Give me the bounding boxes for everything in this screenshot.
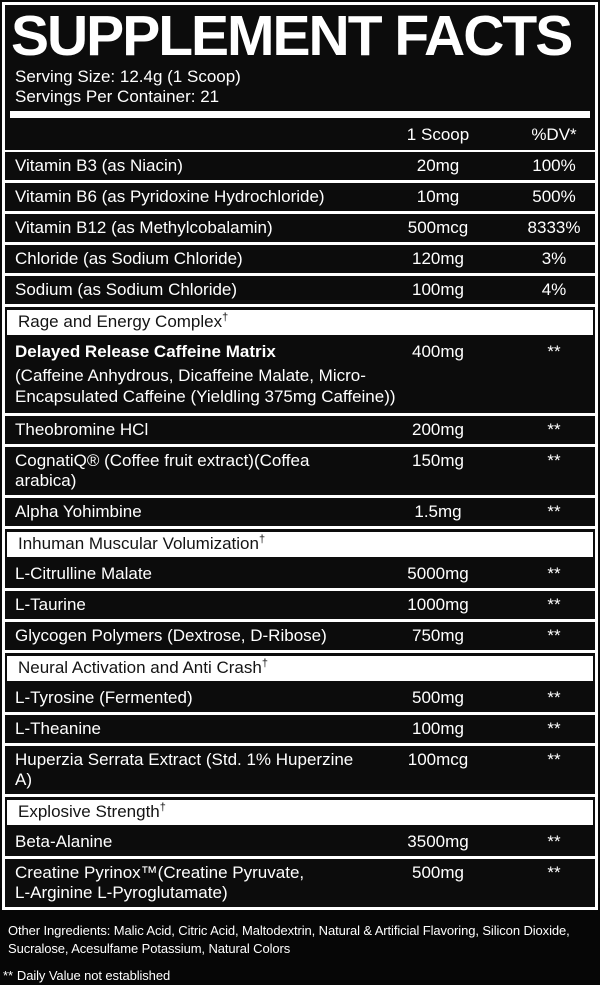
ingredient-dv: **: [547, 595, 561, 614]
ingredient-name: Huperzia Serrata Extract (Std. 1% Huperzine A): [15, 750, 354, 789]
table-row: [5, 447, 595, 498]
ingredient-name: Vitamin B12 (as Methylcobalamin): [15, 218, 273, 237]
other-ingredients: Other Ingredients: Malic Acid, Citric Acid, Maltodextrin, Natural & Artificial Flavoring, Silicon Dioxide, Sucralose, Acesulfame Potassium, Natural Colors: [8, 923, 570, 956]
section-banner: [7, 532, 593, 557]
section-banner-label: Neural Activation and Anti Crash: [18, 658, 262, 677]
serving-info: [5, 63, 595, 106]
ingredient-dv: **: [547, 420, 561, 439]
column-header-amount: 1 Scoop: [406, 125, 470, 144]
ingredient-amount: 100mg: [412, 719, 464, 738]
ingredient-name: L-Tyrosine (Fermented): [15, 688, 193, 707]
table-row: [5, 591, 595, 622]
ingredient-name: Delayed Release Caffeine Matrix: [15, 342, 276, 361]
ingredient-amount: 1.5mg: [414, 502, 462, 521]
ingredient-dv: 8333%: [527, 218, 581, 237]
ingredient-amount: 750mg: [412, 626, 464, 645]
ingredient-name-line: L-Arginine L-Pyroglutamate): [15, 883, 228, 902]
table-row: [5, 715, 595, 746]
ingredient-amount: 100mg: [412, 280, 464, 299]
ingredient-amount: 20mg: [416, 156, 460, 175]
column-header-spacer: [5, 119, 363, 150]
page-title: SUPPLEMENT FACTS: [11, 5, 572, 63]
table-row: [5, 152, 595, 183]
ingredient-subtext-line: Encapsulated Caffeine (Yieldling 375mg Caffeine)): [15, 386, 396, 406]
serving-size: Serving Size: 12.4g (1 Scoop): [15, 67, 241, 86]
table-row: [5, 338, 595, 416]
servings-per-container: Servings Per Container: 21: [15, 86, 220, 106]
section-banner: [7, 310, 593, 335]
ingredient-name: L-Theanine: [15, 719, 102, 738]
ingredient-dv: **: [547, 688, 561, 707]
ingredient-dv: **: [547, 863, 561, 882]
ingredient-name-line: Creatine Pyrinox™(Creatine Pyruvate,: [15, 863, 305, 882]
table-row: [5, 245, 595, 276]
ingredient-name: CognatiQ® (Coffee fruit extract)(Coffea arabica): [15, 451, 310, 490]
ingredient-name: Vitamin B3 (as Niacin): [15, 156, 183, 175]
table-row: [5, 276, 595, 307]
table-row: [5, 416, 595, 447]
ingredient-amount: 120mg: [412, 249, 464, 268]
ingredient-amount: 150mg: [412, 451, 464, 470]
column-header-dv: %DV*: [531, 125, 577, 144]
divider-bar: [10, 111, 590, 118]
ingredient-name: Sodium (as Sodium Chloride): [15, 280, 238, 299]
table-row: [5, 828, 595, 859]
section-banner-label: Inhuman Muscular Volumization: [18, 534, 259, 553]
ingredient-dv: 500%: [532, 187, 576, 206]
table-row: [5, 183, 595, 214]
ingredient-dv: **: [547, 451, 561, 470]
dagger-symbol: †: [261, 657, 268, 670]
ingredient-dv: 3%: [541, 249, 567, 268]
ingredient-amount: 100mcg: [407, 750, 469, 769]
ingredient-name: L-Taurine: [15, 595, 86, 614]
table-row: [5, 746, 595, 797]
ingredient-dv: **: [547, 564, 561, 583]
table-row: [5, 214, 595, 245]
ingredient-dv: 4%: [541, 280, 567, 299]
dv-note-text: Daily Value not established: [16, 968, 171, 983]
dagger-symbol: †: [222, 311, 229, 324]
ingredient-dv: **: [547, 719, 561, 738]
ingredient-dv: **: [547, 626, 561, 645]
section-banner: [7, 656, 593, 681]
ingredient-amount: 500mg: [412, 863, 464, 882]
ingredient-dv: **: [547, 832, 561, 851]
dv-note-symbol: **: [3, 968, 13, 983]
ingredient-name: Beta-Alanine: [15, 832, 113, 851]
table-row: [5, 622, 595, 653]
column-headers: [5, 119, 595, 152]
ingredient-name: Vitamin B6 (as Pyridoxine Hydrochloride): [15, 187, 325, 206]
section-banner-label: Rage and Energy Complex: [18, 312, 223, 331]
ingredient-amount: 3500mg: [407, 832, 469, 851]
footer: [0, 910, 600, 985]
ingredient-name: [5, 859, 363, 907]
dv-note: [3, 957, 594, 985]
facts-panel: [2, 2, 598, 910]
ingredient-amount: 1000mg: [407, 595, 469, 614]
table-row: [5, 498, 595, 529]
ingredient-dv: **: [547, 750, 561, 769]
ingredient-subtext-line: (Caffeine Anhydrous, Dicaffeine Malate, Micro-: [15, 366, 366, 385]
ingredient-amount: 500mg: [412, 688, 464, 707]
section-banner: [7, 800, 593, 825]
supplement-label: [0, 2, 600, 983]
ingredient-dv: **: [547, 502, 561, 521]
ingredient-name: Chloride (as Sodium Chloride): [15, 249, 243, 268]
table-row: [5, 560, 595, 591]
section-banner-label: Explosive Strength: [18, 802, 160, 821]
ingredient-amount: 200mg: [412, 420, 464, 439]
ingredient-name: Theobromine HCl: [15, 420, 149, 439]
dagger-symbol: †: [258, 533, 266, 546]
ingredient-amount: 10mg: [416, 187, 460, 206]
ingredient-amount: 400mg: [412, 342, 464, 361]
ingredient-amount: 5000mg: [407, 564, 469, 583]
ingredient-amount: 500mcg: [407, 218, 469, 237]
ingredient-dv: **: [547, 342, 561, 361]
ingredient-name: Glycogen Polymers (Dextrose, D-Ribose): [15, 626, 327, 645]
ingredient-subtext: [5, 366, 595, 413]
table-row: [5, 684, 595, 715]
table-row: [5, 859, 595, 907]
dagger-symbol: †: [159, 801, 166, 814]
ingredient-name: Alpha Yohimbine: [15, 502, 142, 521]
ingredient-name: L-Citrulline Malate: [15, 564, 152, 583]
ingredient-dv: 100%: [532, 156, 576, 175]
